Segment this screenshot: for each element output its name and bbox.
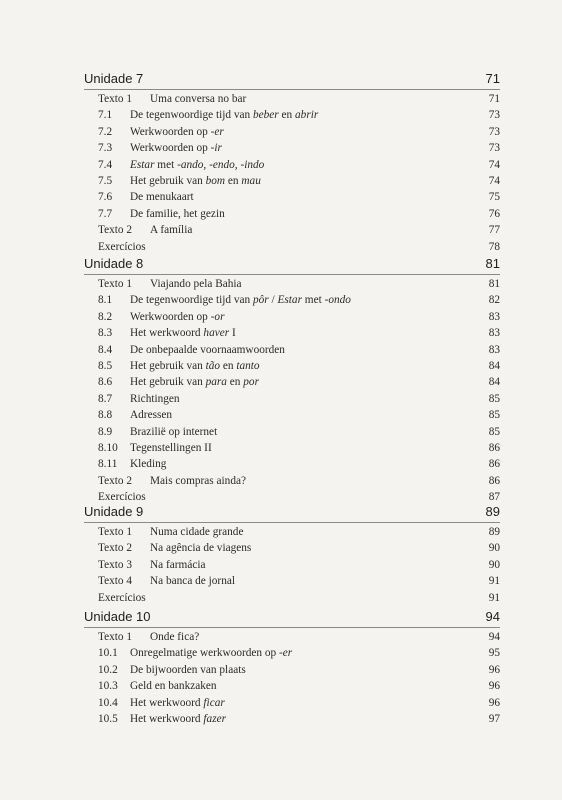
toc-entry: [84, 374, 500, 390]
toc-entry: [84, 645, 500, 661]
toc-entry: [84, 276, 500, 292]
entry-label-italic: bom: [205, 174, 226, 187]
entry-number: 8.7: [98, 392, 113, 405]
entry-page-number: 96: [488, 680, 500, 693]
entry-number: 10.3: [98, 680, 118, 693]
unit-title: Unidade 8: [84, 256, 144, 271]
entry-page-number: 95: [488, 647, 500, 660]
entry-label: [98, 590, 470, 606]
entry-label-italic: mau: [241, 174, 261, 187]
entry-number: 8.3: [98, 327, 113, 340]
toc-entry: [84, 173, 500, 189]
entry-label-text: De familie, het gezin: [130, 207, 225, 220]
toc-entry: [84, 573, 500, 589]
entry-page-number: 97: [488, 712, 500, 725]
unit-title: Unidade 10: [84, 609, 151, 624]
entry-label: [130, 662, 470, 678]
entry-label: [150, 276, 470, 292]
entry-page-number: 75: [488, 191, 500, 204]
entry-label-text: en: [225, 174, 242, 187]
toc-entry: [84, 695, 500, 711]
entry-label-text: en: [278, 109, 296, 122]
entry-label-text: Exercícios: [98, 240, 146, 253]
toc-entry: [84, 157, 500, 173]
entry-label: [130, 124, 470, 140]
unit-9: [84, 503, 500, 606]
entry-number: 7.3: [98, 142, 113, 155]
toc-entry: [84, 206, 500, 222]
entry-page-number: 74: [488, 158, 500, 171]
entry-label-text: Na agência de viagens: [150, 542, 252, 555]
entry-number: 7.1: [98, 109, 113, 122]
entry-label: [130, 374, 470, 390]
toc-entry: [84, 222, 500, 238]
entry-page-number: 85: [488, 392, 500, 405]
entry-label: [130, 358, 470, 374]
entry-label-text: De tegenwoordige tijd van: [130, 294, 253, 307]
unit-heading: [84, 70, 500, 90]
entry-label-text: Na banca de jornal: [150, 575, 235, 588]
entry-label-text: Onregelmatige werkwoorden op: [130, 647, 280, 660]
entry-number: 7.5: [98, 174, 113, 187]
entry-label: [130, 325, 470, 341]
entry-number: 10.2: [98, 663, 118, 676]
entry-label-italic: tão: [205, 359, 221, 372]
entry-label: [130, 711, 470, 727]
entry-page-number: 96: [488, 696, 500, 709]
entry-label-text: Uma conversa no bar: [150, 93, 247, 105]
entry-label-italic: para: [205, 376, 227, 389]
entry-number: 7.2: [98, 125, 113, 138]
toc-entry: [84, 629, 500, 645]
entry-number: Texto 1: [98, 631, 133, 643]
toc-entry: [84, 540, 500, 556]
entry-number: 7.4: [98, 158, 113, 171]
entry-label: [150, 573, 470, 589]
entry-label-text: met: [154, 158, 178, 171]
entry-label-text: Het werkwoord: [130, 712, 204, 725]
unit-7: [84, 70, 500, 255]
entry-label: [130, 456, 470, 472]
entry-label: [98, 239, 470, 255]
entry-page-number: 83: [488, 310, 500, 323]
unit-title: Unidade 7: [84, 71, 144, 86]
entry-number: 8.1: [98, 294, 113, 307]
entry-number: Texto 2: [98, 474, 133, 487]
toc-entry: [84, 424, 500, 440]
entry-label: [150, 473, 470, 489]
entry-page-number: 83: [488, 327, 500, 340]
entry-label-text: Numa cidade grande: [150, 526, 244, 538]
entry-page-number: 82: [488, 294, 500, 307]
entry-page-number: 90: [488, 542, 500, 555]
unit-10: [84, 608, 500, 727]
entry-label-italic: beber: [252, 109, 279, 122]
entry-page-number: 73: [488, 142, 500, 155]
toc-entry: [84, 678, 500, 694]
unit-entries: [84, 91, 500, 255]
entry-label-text: Het werkwoord: [130, 696, 204, 709]
entry-number: Texto 1: [98, 278, 133, 290]
toc-entry: [84, 590, 500, 606]
toc-entry: [84, 124, 500, 140]
entry-label: [130, 342, 470, 358]
toc-entry: [84, 140, 500, 156]
entry-label-italic: -ando, -endo, -indo: [177, 158, 265, 171]
entry-page-number: 91: [488, 591, 500, 604]
entry-number: 8.8: [98, 409, 113, 422]
entry-page-number: 78: [488, 240, 500, 253]
toc-entry: [84, 107, 500, 123]
entry-label-text: Kleding: [130, 458, 167, 471]
entry-page-number: 71: [488, 93, 500, 105]
entry-label: [150, 629, 470, 645]
entry-label-italic: -er: [279, 647, 293, 660]
toc-entry: [84, 189, 500, 205]
entry-number: 10.1: [98, 647, 118, 660]
entry-label: [130, 407, 470, 423]
toc-entry: [84, 456, 500, 472]
toc-entry: [84, 91, 500, 107]
entry-page-number: 86: [488, 474, 500, 487]
entry-page-number: 84: [488, 359, 500, 372]
entry-number: 8.11: [98, 458, 118, 471]
entry-number: 8.5: [98, 359, 113, 372]
entry-page-number: 81: [488, 278, 500, 290]
toc-entry: [84, 662, 500, 678]
entry-number: 8.6: [98, 376, 113, 389]
entry-label-text: /: [268, 294, 278, 307]
entry-label: [130, 173, 470, 189]
entry-label-italic: -er: [210, 125, 224, 138]
entry-label-italic: -ir: [210, 142, 222, 155]
entry-label-text: Onde fica?: [150, 631, 200, 643]
unit-page-number: 71: [485, 71, 500, 86]
entry-label-text: Geld en bankzaken: [130, 680, 217, 693]
toc-entry: [84, 358, 500, 374]
entry-page-number: 74: [488, 174, 500, 187]
entry-page-number: 86: [488, 441, 500, 454]
entry-label: [130, 206, 470, 222]
entry-label-text: De menukaart: [130, 191, 194, 204]
entry-label-italic: tanto: [236, 359, 260, 372]
unit-heading: [84, 255, 500, 275]
unit-entries: [84, 629, 500, 727]
entry-label: [130, 678, 470, 694]
entry-label-text: Het gebruik van: [130, 359, 206, 372]
unit-page-number: 94: [485, 609, 500, 624]
entry-label: [130, 440, 470, 456]
unit-page-number: 81: [485, 256, 500, 271]
entry-label-text: De bijwoorden van plaats: [130, 663, 246, 676]
entry-page-number: 89: [488, 526, 500, 538]
entry-number: 8.2: [98, 310, 113, 323]
entry-number: 10.4: [98, 696, 118, 709]
entry-label: [130, 140, 470, 156]
entry-label: [130, 695, 470, 711]
entry-number: Texto 1: [98, 93, 133, 105]
entry-number: 7.7: [98, 207, 113, 220]
entry-page-number: 84: [488, 376, 500, 389]
entry-label-text: Werkwoorden op: [130, 310, 211, 323]
entry-label: [150, 222, 470, 238]
toc-entry: [84, 325, 500, 341]
entry-label-text: Werkwoorden op: [130, 125, 211, 138]
entry-page-number: 91: [488, 575, 500, 588]
entry-page-number: 73: [488, 109, 500, 122]
entry-label: [130, 107, 470, 123]
entry-page-number: 90: [488, 558, 500, 571]
entry-page-number: 85: [488, 409, 500, 422]
entry-page-number: 77: [488, 224, 500, 237]
unit-entries: [84, 524, 500, 606]
entry-label: [150, 557, 470, 573]
entry-label-text: Na farmácia: [150, 558, 206, 571]
entry-number: Texto 3: [98, 558, 133, 571]
entry-number: Texto 1: [98, 526, 133, 538]
entry-label-italic: Estar: [130, 158, 155, 171]
entry-page-number: 94: [488, 631, 500, 643]
entry-label-italic: -or: [210, 310, 225, 323]
entry-page-number: 76: [488, 207, 500, 220]
toc-entry: [84, 711, 500, 727]
entry-label-text: De onbepaalde voornaamwoorden: [130, 343, 285, 356]
unit-8: [84, 255, 500, 505]
entry-label-italic: -ondo: [324, 294, 351, 307]
entry-label-text: Tegenstellingen II: [130, 441, 212, 454]
entry-label: [130, 189, 470, 205]
entry-number: Texto 4: [98, 575, 133, 588]
entry-label-text: Mais compras ainda?: [150, 474, 246, 487]
entry-page-number: 96: [488, 663, 500, 676]
entry-label: [130, 292, 470, 308]
entry-number: Texto 2: [98, 224, 133, 237]
entry-label-text: Het werkwoord: [130, 327, 204, 340]
unit-heading: [84, 503, 500, 523]
unit-entries: [84, 276, 500, 505]
entry-label-text: Werkwoorden op: [130, 142, 211, 155]
entry-label-text: Het gebruik van: [130, 376, 206, 389]
entry-number: Texto 2: [98, 542, 133, 555]
entry-label-text: Het gebruik van: [130, 174, 206, 187]
entry-label: [150, 91, 470, 107]
entry-label-text: Exercícios: [98, 491, 146, 504]
entry-page-number: 83: [488, 343, 500, 356]
toc-entry: [84, 407, 500, 423]
toc-entry: [84, 473, 500, 489]
entry-label-text: en: [226, 376, 244, 389]
toc-entry: [84, 292, 500, 308]
entry-label-text: Richtingen: [130, 392, 180, 405]
entry-number: 8.10: [98, 441, 118, 454]
entry-label: [130, 424, 470, 440]
entry-label-text: Brazilië op internet: [130, 425, 218, 438]
toc-entry: [84, 524, 500, 540]
unit-heading: [84, 608, 500, 628]
entry-label-italic: ficar: [203, 696, 225, 709]
entry-label: [130, 391, 470, 407]
toc-entry: [84, 391, 500, 407]
toc-entry: [84, 440, 500, 456]
toc-entry: [84, 342, 500, 358]
entry-label-italic: Estar: [277, 294, 302, 307]
entry-label-italic: pôr: [252, 294, 269, 307]
entry-label: [150, 540, 470, 556]
entry-page-number: 86: [488, 458, 500, 471]
entry-label: [130, 309, 470, 325]
unit-title: Unidade 9: [84, 504, 144, 519]
entry-label-text: Exercícios: [98, 591, 146, 604]
entry-label-italic: fazer: [203, 712, 227, 725]
entry-label-italic: por: [243, 376, 259, 389]
entry-number: 7.6: [98, 191, 113, 204]
entry-label-text: met: [301, 294, 325, 307]
unit-page-number: 89: [485, 504, 500, 519]
entry-label-italic: haver: [203, 327, 230, 340]
entry-label: [130, 645, 470, 661]
entry-page-number: 85: [488, 425, 500, 438]
entry-label-text: en: [220, 359, 237, 372]
entry-label-text: A família: [150, 224, 193, 237]
entry-page-number: 87: [488, 491, 500, 504]
entry-label-text: I: [229, 327, 236, 340]
entry-label-text: De tegenwoordige tijd van: [130, 109, 253, 122]
toc-entry: [84, 309, 500, 325]
entry-label-text: Adressen: [130, 409, 173, 422]
entry-label-text: Viajando pela Bahia: [150, 278, 242, 290]
entry-label: [130, 157, 470, 173]
entry-page-number: 73: [488, 125, 500, 138]
entry-label-italic: abrir: [295, 109, 319, 122]
entry-number: 8.4: [98, 343, 113, 356]
entry-number: 8.9: [98, 425, 113, 438]
entry-number: 10.5: [98, 712, 118, 725]
toc-entry: [84, 239, 500, 255]
toc-entry: [84, 557, 500, 573]
entry-label: [150, 524, 470, 540]
